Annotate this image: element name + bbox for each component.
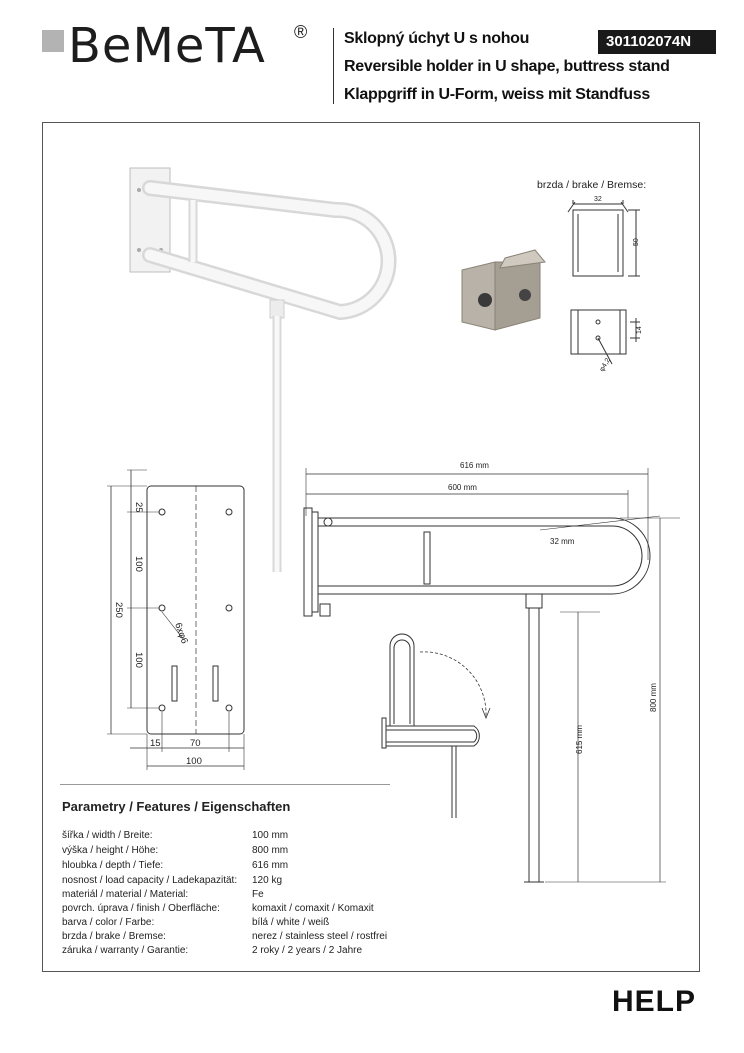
feature-key: brzda / brake / Bremse: (62, 931, 166, 942)
title-de: Klappgriff in U-Form, weiss mit Standfuss (344, 86, 650, 103)
feature-value: bílá / white / weiß (252, 917, 330, 928)
feature-key: povrch. úprava / finish / Oberfläche: (62, 903, 220, 914)
folding-diagram (382, 634, 490, 818)
plate-dim-left: 15 (150, 738, 161, 749)
series-name: HELP (612, 985, 697, 1018)
brake-dim-height: 50 (633, 238, 640, 246)
product-code: 301102074N (598, 30, 716, 54)
plate-dim-mid1: 100 (133, 556, 144, 572)
features-title: Parametry / Features / Eigenschaften (62, 799, 291, 814)
brake-photo (462, 250, 545, 330)
feature-value: 800 mm (252, 845, 289, 856)
feature-key: záruka / warranty / Garantie: (62, 945, 189, 956)
wall-plate-drawing (107, 470, 244, 770)
brake-dim-hole: φ4,2 (598, 357, 612, 373)
brake-dim-hole-offset: 14 (636, 326, 643, 334)
main-dim-depth: 600 mm (448, 483, 477, 492)
registered-mark: ® (294, 22, 308, 42)
brake-drawing-side (571, 310, 640, 364)
feature-key: šířka / width / Breite: (62, 830, 153, 841)
feature-value: nerez / stainless steel / rostfrei (252, 931, 388, 942)
feature-value: 2 roky / 2 years / 2 Jahre (252, 945, 363, 956)
brake-label: brzda / brake / Bremse: (537, 179, 647, 191)
feature-key: hloubka / depth / Tiefe: (62, 860, 164, 871)
brake-dim-width: 32 (594, 196, 602, 203)
plate-dim-mid2: 100 (133, 652, 144, 668)
feature-key: barva / color / Farbe: (62, 917, 155, 928)
title-cz: Sklopný úchyt U s nohou (344, 30, 530, 47)
feature-key: výška / height / Höhe: (62, 845, 159, 856)
feature-value: Fe (252, 889, 264, 900)
plate-hole-note: 6xφ6 (172, 621, 190, 646)
feature-value: komaxit / comaxit / Komaxit (252, 903, 374, 914)
main-dim-height: 800 mm (649, 683, 658, 712)
feature-value: 120 kg (252, 875, 283, 886)
plate-dim-top: 25 (133, 502, 144, 513)
brake-drawing-top (568, 200, 640, 276)
plate-dim-total: 250 (113, 602, 124, 618)
feature-value: 616 mm (252, 860, 289, 871)
features-rule (60, 784, 390, 785)
brand-logo: BeMeTA (68, 18, 266, 74)
main-dim-tube: 32 mm (550, 537, 575, 546)
main-side-drawing (304, 468, 680, 882)
feature-key: materiál / material / Material: (62, 889, 189, 900)
feature-value: 100 mm (252, 830, 289, 841)
main-dim-depth-total: 616 mm (460, 461, 489, 470)
feature-key: nosnost / load capacity / Ladekapazität: (62, 875, 238, 886)
main-dim-leg: 615 mm (575, 725, 584, 754)
title-en: Reversible holder in U shape, buttress stand (344, 58, 670, 75)
plate-dim-width: 100 (186, 756, 202, 767)
product-photo (130, 168, 389, 572)
plate-dim-inner: 70 (190, 738, 201, 749)
